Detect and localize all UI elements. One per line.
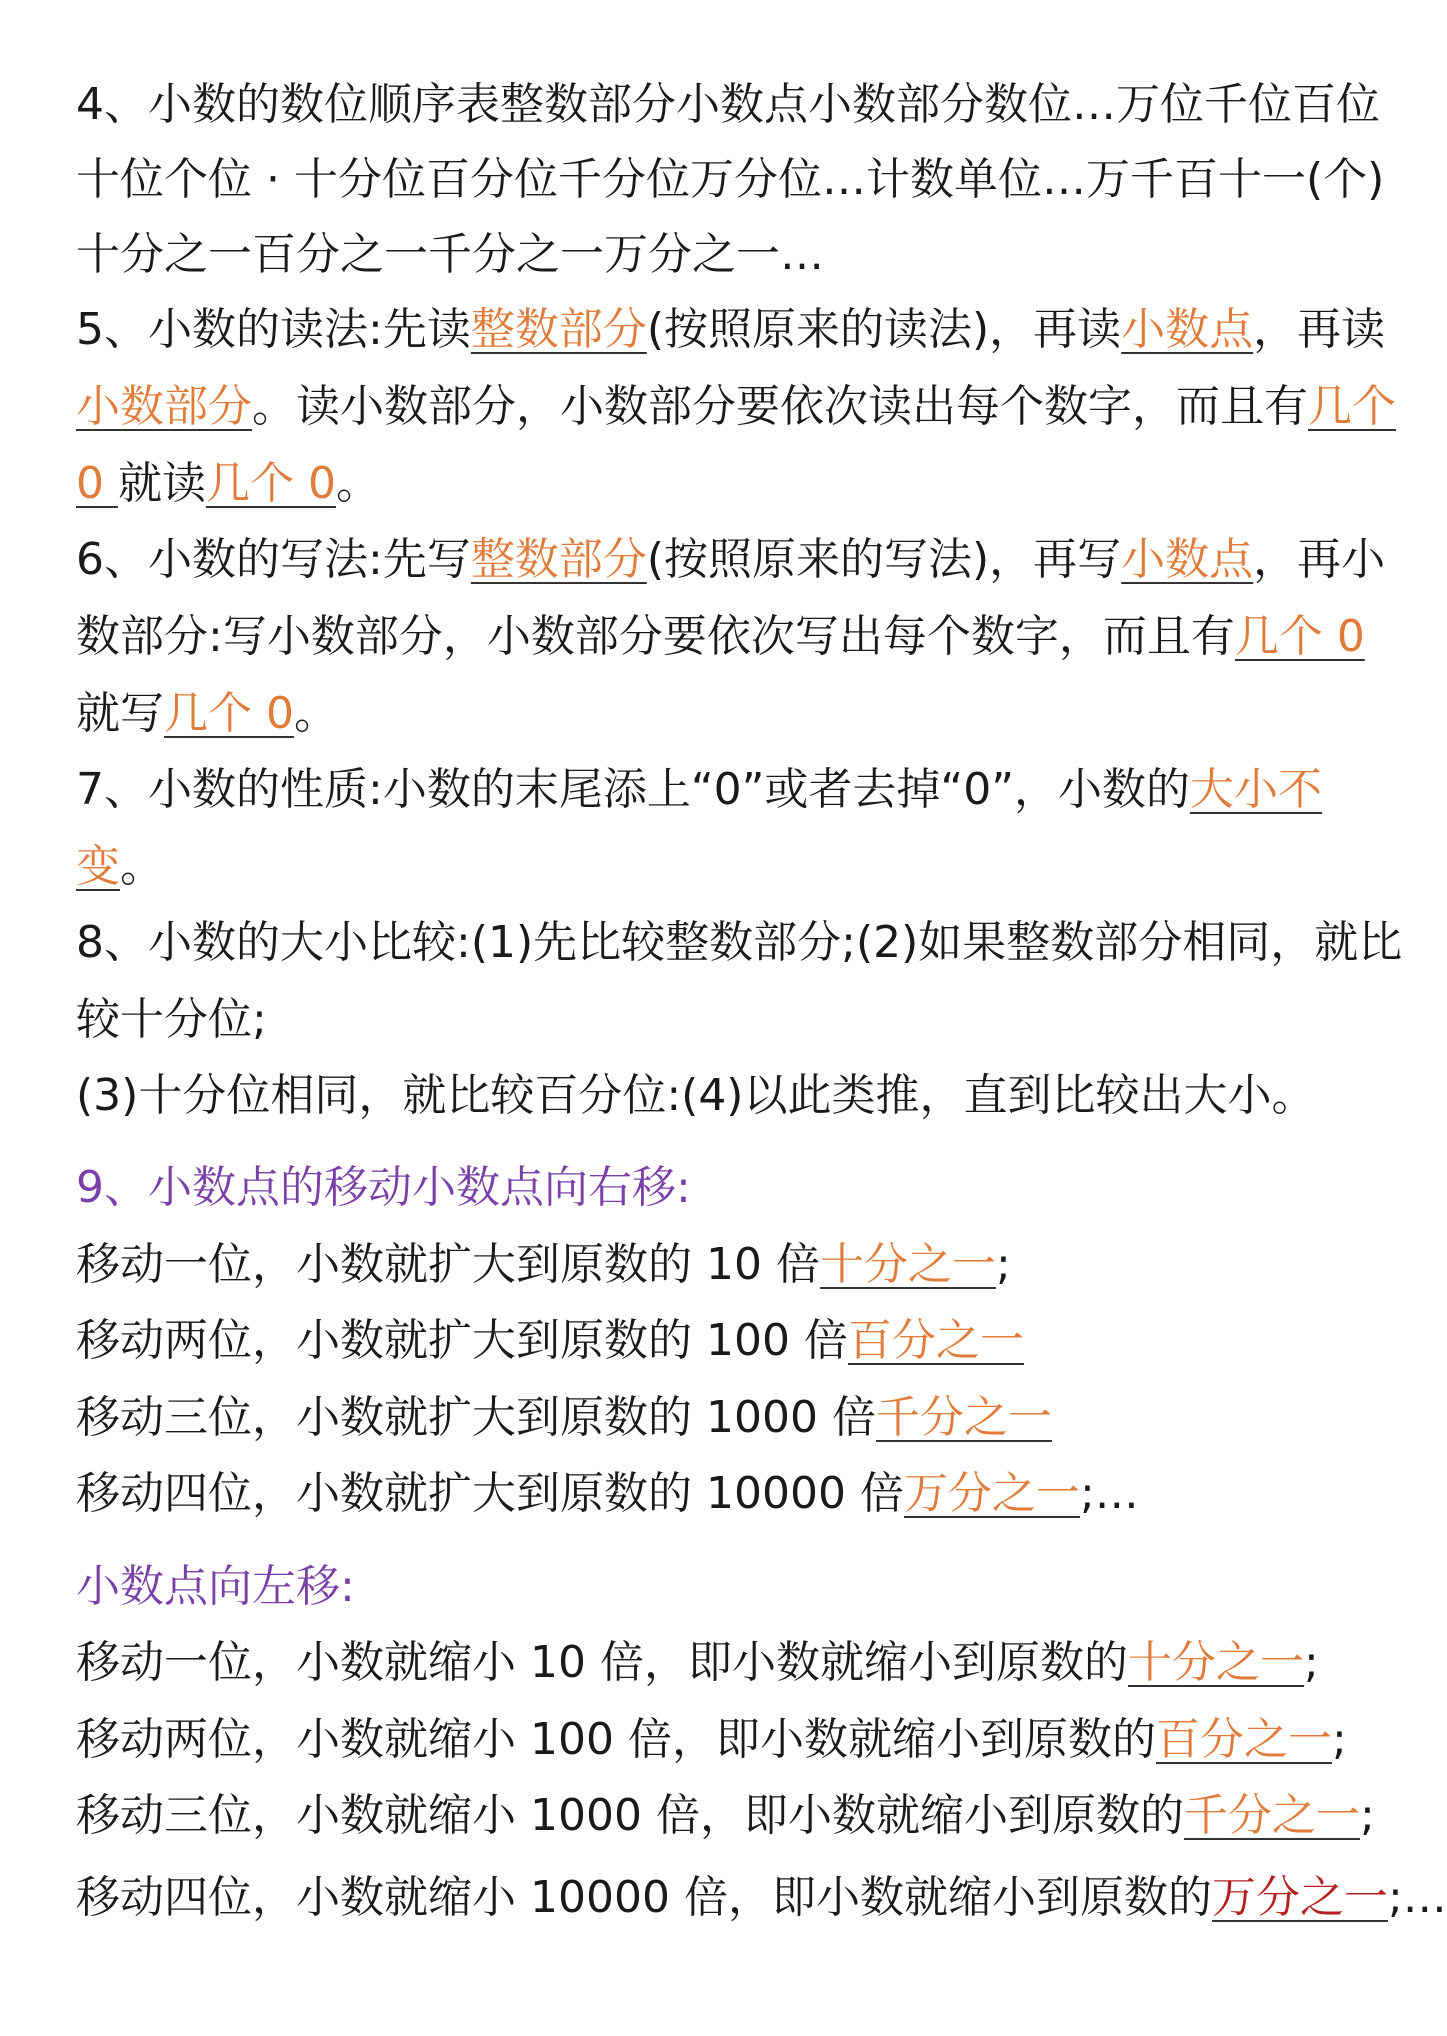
row-text: 移动四位，小数就扩大到原数的 10000 倍	[76, 1468, 904, 1519]
answer-blank: 整数部分	[470, 534, 647, 585]
item-4-text-2: 十位个位 · 十分位百分位千分位万分位…计数单位…万千百十一(个)	[76, 154, 1385, 205]
move-right-row-1	[76, 1235, 1011, 1295]
row-end: ;…	[1079, 1468, 1139, 1519]
answer-blank: 0	[76, 458, 118, 509]
answer-blank: 小数点	[1121, 304, 1254, 355]
row-end: ;	[1303, 1637, 1319, 1688]
item-4-text-3: 十分之一百分之一千分之一万分之一…	[76, 229, 824, 280]
item-8-text-3: (3)十分位相同，就比较百分位:(4)以此类推，直到比较出大小。	[76, 1070, 1316, 1121]
item-6-text: 数部分:写小数部分，小数部分要依次写出每个数字，而且有	[76, 611, 1235, 662]
item-5-text: 。读小数部分，小数部分要依次读出每个数字，而且有	[252, 381, 1308, 432]
answer-blank: 十分之一	[819, 1239, 996, 1290]
section-9-heading	[76, 1158, 691, 1218]
move-right-row-3	[76, 1388, 1052, 1448]
answer-blank: 几个 0	[1234, 611, 1365, 662]
answer-blank: 千分之一	[1183, 1790, 1360, 1841]
item-5-line-3	[76, 454, 380, 514]
item-5-text: (按照原来的读法)，再读	[646, 304, 1122, 355]
item-6-text: 。	[293, 688, 338, 739]
answer-blank: 大小不	[1189, 764, 1322, 815]
item-4-line-2	[76, 150, 1384, 210]
row-text: 移动四位，小数就缩小 10000 倍，即小数就缩小到原数的	[76, 1872, 1212, 1923]
move-left-row-3	[76, 1786, 1375, 1846]
move-left-row-4	[76, 1868, 1447, 1928]
move-left-heading-text: 小数点向左移:	[76, 1561, 355, 1612]
item-5-text: ，再读	[1253, 304, 1386, 355]
item-5-text: 就读	[117, 458, 206, 509]
item-6-text: 6、小数的写法:先写	[76, 534, 471, 585]
row-end: ;	[1359, 1790, 1375, 1841]
answer-blank: 小数部分	[76, 381, 252, 432]
answer-blank: 十分之一	[1127, 1637, 1304, 1688]
answer-blank: 万分之一	[1211, 1872, 1388, 1923]
item-8-line-2	[76, 990, 267, 1050]
row-end: ;	[995, 1239, 1011, 1290]
move-left-row-2	[76, 1710, 1347, 1770]
item-7-text: 。	[120, 841, 164, 892]
row-text: 移动三位，小数就缩小 1000 倍，即小数就缩小到原数的	[76, 1790, 1184, 1841]
item-4-text-1: 4、小数的数位顺序表整数部分小数点小数部分数位…万位千位百位	[76, 79, 1380, 130]
answer-blank: 几个	[1308, 381, 1396, 432]
row-text: 移动一位，小数就扩大到原数的 10 倍	[76, 1239, 820, 1290]
item-8-text-1: 8、小数的大小比较:(1)先比较整数部分;(2)如果整数部分相同，就比	[76, 917, 1403, 968]
row-text: 移动一位，小数就缩小 10 倍，即小数就缩小到原数的	[76, 1637, 1128, 1688]
move-right-row-4	[76, 1464, 1139, 1524]
item-5-text: 5、小数的读法:先读	[76, 304, 471, 355]
item-8-line-1	[76, 913, 1402, 973]
move-left-heading	[76, 1557, 355, 1617]
answer-blank: 变	[76, 841, 120, 892]
answer-blank: 百分之一	[1155, 1714, 1332, 1765]
item-6-text: (按照原来的写法)，再写	[646, 534, 1122, 585]
answer-blank: 整数部分	[470, 304, 647, 355]
item-8-line-3	[76, 1066, 1315, 1126]
item-7-text: 7、小数的性质:小数的末尾添上“0”或者去掉“0”，小数的	[76, 764, 1190, 815]
item-5-text: 。	[335, 458, 380, 509]
move-right-row-2	[76, 1311, 1024, 1371]
item-7-line-1	[76, 760, 1322, 820]
answer-blank: 千分之一	[875, 1392, 1052, 1443]
answer-blank: 几个 0	[205, 458, 336, 509]
item-6-line-3	[76, 684, 338, 744]
section-9-heading-text: 9、小数点的移动小数点向右移:	[76, 1162, 691, 1213]
row-end: ;	[1331, 1714, 1347, 1765]
answer-blank: 几个 0	[164, 688, 294, 739]
item-8-text-2: 较十分位;	[76, 994, 267, 1045]
answer-blank: 万分之一	[903, 1468, 1080, 1519]
item-6-line-2	[76, 607, 1365, 667]
answer-blank: 百分之一	[847, 1315, 1024, 1366]
item-6-text: 就写	[76, 688, 164, 739]
item-6-text: ，再小	[1253, 534, 1386, 585]
item-5-line-2	[76, 377, 1396, 437]
move-left-row-1	[76, 1633, 1319, 1693]
item-4-line-3	[76, 225, 824, 285]
item-7-line-2	[76, 837, 164, 897]
row-end: ;…	[1387, 1872, 1447, 1923]
item-6-line-1	[76, 530, 1385, 590]
item-5-line-1	[76, 300, 1385, 360]
row-text: 移动两位，小数就缩小 100 倍，即小数就缩小到原数的	[76, 1714, 1156, 1765]
row-text: 移动三位，小数就扩大到原数的 1000 倍	[76, 1392, 876, 1443]
answer-blank: 小数点	[1121, 534, 1254, 585]
row-text: 移动两位，小数就扩大到原数的 100 倍	[76, 1315, 848, 1366]
item-4-line-1	[76, 75, 1380, 135]
